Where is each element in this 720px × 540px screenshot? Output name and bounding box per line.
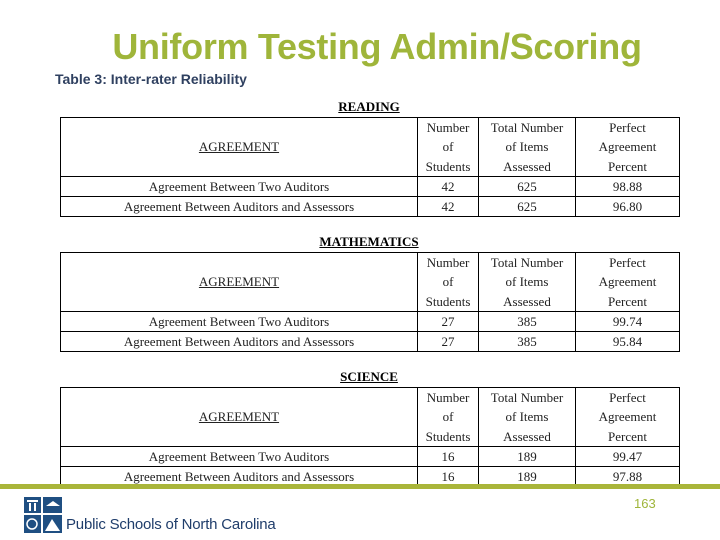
cell-percent: 99.47 bbox=[576, 446, 680, 466]
agreement-heading: AGREEMENT bbox=[198, 274, 280, 290]
section-title-reading: READING bbox=[338, 99, 400, 114]
column-header-items bbox=[479, 118, 576, 177]
column-header-line: of bbox=[442, 409, 454, 425]
column-header-line: Number bbox=[426, 390, 470, 405]
cell-students: 27 bbox=[418, 332, 479, 352]
column-header-line: Perfect bbox=[609, 120, 646, 135]
cell-students: 42 bbox=[418, 197, 479, 217]
column-header-agreement bbox=[61, 253, 418, 312]
column-header-line: Percent bbox=[608, 293, 647, 309]
section-title-mathematics: MATHEMATICS bbox=[319, 234, 419, 249]
cell-label: Agreement Between Two Auditors bbox=[61, 446, 418, 466]
column-header-line: Total Number bbox=[490, 390, 564, 405]
column-header-line: Total Number bbox=[490, 255, 564, 270]
table-caption: Table 3: Inter-rater Reliability bbox=[55, 71, 247, 87]
column-header-agreement bbox=[61, 118, 418, 177]
cell-students: 42 bbox=[418, 176, 479, 196]
column-header-line: Assessed bbox=[503, 158, 551, 174]
cell-percent: 99.74 bbox=[576, 311, 680, 331]
cell-students: 27 bbox=[418, 311, 479, 331]
column-header-line: Assessed bbox=[503, 293, 551, 309]
column-header-items bbox=[479, 253, 576, 312]
table-mathematics bbox=[60, 252, 680, 352]
cell-items: 385 bbox=[479, 332, 576, 352]
column-header-line: Students bbox=[425, 158, 471, 174]
column-header-line: of Items bbox=[505, 139, 549, 155]
column-header-line: of bbox=[442, 139, 454, 155]
column-header-students bbox=[418, 388, 479, 447]
header-row bbox=[61, 118, 680, 177]
cell-percent: 96.80 bbox=[576, 197, 680, 217]
column-header-line: Perfect bbox=[609, 255, 646, 270]
cell-percent: 98.88 bbox=[576, 176, 680, 196]
cell-label: Agreement Between Two Auditors bbox=[61, 311, 418, 331]
column-header-line: of bbox=[442, 274, 454, 290]
column-header-line: Students bbox=[425, 293, 471, 309]
cell-items: 625 bbox=[479, 197, 576, 217]
organization-name: Public Schools of North Carolina bbox=[66, 516, 276, 533]
cell-label: Agreement Between Two Auditors bbox=[61, 176, 418, 196]
table-row bbox=[61, 332, 680, 352]
header-row bbox=[61, 253, 680, 312]
cell-students: 16 bbox=[418, 467, 479, 487]
column-header-items bbox=[479, 388, 576, 447]
column-header-line: of Items bbox=[505, 274, 549, 290]
column-header-line: Number bbox=[426, 120, 470, 135]
cell-percent: 97.88 bbox=[576, 467, 680, 487]
column-header-percent bbox=[576, 253, 680, 312]
section-title-science: SCIENCE bbox=[340, 369, 398, 384]
agreement-heading: AGREEMENT bbox=[198, 139, 280, 155]
cell-items: 625 bbox=[479, 176, 576, 196]
page-number: 163 bbox=[634, 496, 656, 511]
column-header-line: Agreement bbox=[598, 409, 657, 425]
cell-label: Agreement Between Auditors and Assessors bbox=[61, 197, 418, 217]
column-header-line: Total Number bbox=[490, 120, 564, 135]
header-row bbox=[61, 388, 680, 447]
column-header-students bbox=[418, 253, 479, 312]
column-header-percent bbox=[576, 388, 680, 447]
cell-items: 385 bbox=[479, 311, 576, 331]
cell-students: 16 bbox=[418, 446, 479, 466]
column-header-line: of Items bbox=[505, 409, 549, 425]
slide-title: Uniform Testing Admin/Scoring bbox=[112, 26, 642, 67]
cell-items: 189 bbox=[479, 467, 576, 487]
table-row bbox=[61, 176, 680, 196]
table-reading bbox=[60, 117, 680, 217]
dpi-logo-icon bbox=[24, 497, 62, 533]
footer-divider bbox=[0, 484, 720, 489]
column-header-line: Assessed bbox=[503, 428, 551, 444]
agreement-heading: AGREEMENT bbox=[198, 409, 280, 425]
cell-percent: 95.84 bbox=[576, 332, 680, 352]
table-row bbox=[61, 197, 680, 217]
column-header-line: Percent bbox=[608, 158, 647, 174]
table-row bbox=[61, 446, 680, 466]
column-header-line: Agreement bbox=[598, 274, 657, 290]
column-header-line: Students bbox=[425, 428, 471, 444]
cell-label: Agreement Between Auditors and Assessors bbox=[61, 467, 418, 487]
table-science bbox=[60, 387, 680, 487]
column-header-percent bbox=[576, 118, 680, 177]
column-header-line: Number bbox=[426, 255, 470, 270]
column-header-line: Percent bbox=[608, 428, 647, 444]
column-header-line: Perfect bbox=[609, 390, 646, 405]
cell-label: Agreement Between Auditors and Assessors bbox=[61, 332, 418, 352]
column-header-line: Agreement bbox=[598, 139, 657, 155]
column-header-agreement bbox=[61, 388, 418, 447]
column-header-students bbox=[418, 118, 479, 177]
table-row bbox=[61, 311, 680, 331]
cell-items: 189 bbox=[479, 446, 576, 466]
